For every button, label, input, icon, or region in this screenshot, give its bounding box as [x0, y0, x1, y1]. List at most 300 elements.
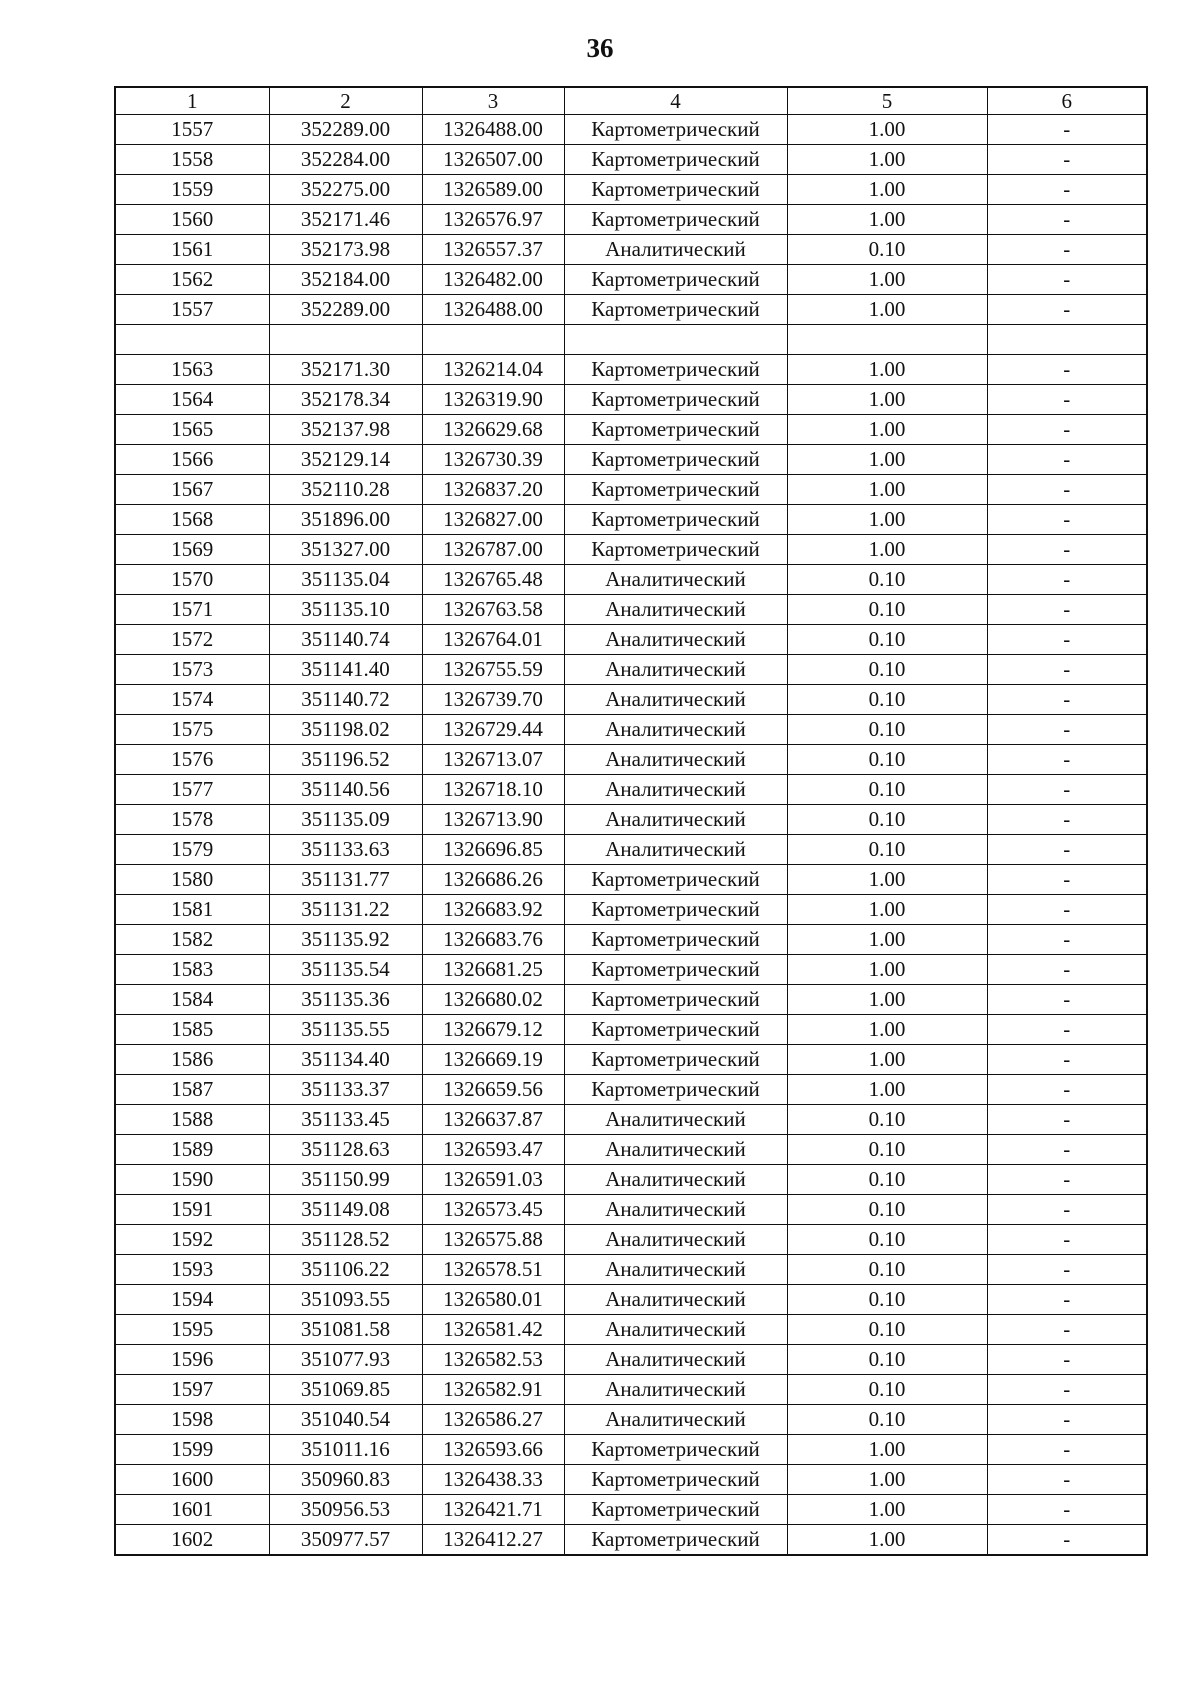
method-cell: Аналитический	[564, 835, 787, 865]
table-row	[115, 385, 1147, 415]
y-coordinate-cell: 1326787.00	[422, 535, 564, 565]
method-cell: Картометрический	[564, 175, 787, 205]
description-cell: -	[987, 1285, 1147, 1315]
description-cell: -	[987, 895, 1147, 925]
table-row	[115, 775, 1147, 805]
accuracy-cell: 0.10	[787, 1105, 987, 1135]
description-cell: -	[987, 445, 1147, 475]
x-coordinate-cell: 351131.22	[269, 895, 422, 925]
description-cell: -	[987, 295, 1147, 325]
point-number-cell: 1560	[115, 205, 269, 235]
accuracy-cell: 1.00	[787, 535, 987, 565]
method-cell: Аналитический	[564, 685, 787, 715]
accuracy-cell: 1.00	[787, 1435, 987, 1465]
x-coordinate-cell: 351128.52	[269, 1225, 422, 1255]
accuracy-cell: 1.00	[787, 385, 987, 415]
description-cell: -	[987, 745, 1147, 775]
method-cell: Картометрический	[564, 985, 787, 1015]
point-number-cell: 1584	[115, 985, 269, 1015]
y-coordinate-cell: 1326680.02	[422, 985, 564, 1015]
method-cell: Картометрический	[564, 1495, 787, 1525]
y-coordinate-cell: 1326681.25	[422, 955, 564, 985]
table-header	[115, 87, 1147, 115]
y-coordinate-cell: 1326629.68	[422, 415, 564, 445]
accuracy-cell	[787, 325, 987, 355]
table-row	[115, 925, 1147, 955]
accuracy-cell: 0.10	[787, 1285, 987, 1315]
method-cell: Аналитический	[564, 1255, 787, 1285]
point-number-cell: 1579	[115, 835, 269, 865]
x-coordinate-cell: 352137.98	[269, 415, 422, 445]
table-row	[115, 865, 1147, 895]
description-cell: -	[987, 535, 1147, 565]
accuracy-cell: 0.10	[787, 685, 987, 715]
coordinates-table	[114, 86, 1148, 1556]
table-row	[115, 565, 1147, 595]
description-cell: -	[987, 1435, 1147, 1465]
description-cell: -	[987, 1465, 1147, 1495]
table-row	[115, 595, 1147, 625]
point-number-cell: 1568	[115, 505, 269, 535]
point-number-cell: 1597	[115, 1375, 269, 1405]
header-cell-method: 4	[564, 87, 787, 115]
table-row	[115, 175, 1147, 205]
method-cell: Картометрический	[564, 295, 787, 325]
table-row	[115, 1435, 1147, 1465]
point-number-cell: 1575	[115, 715, 269, 745]
table-row	[115, 505, 1147, 535]
method-cell: Аналитический	[564, 655, 787, 685]
point-number-cell: 1592	[115, 1225, 269, 1255]
point-number-cell: 1596	[115, 1345, 269, 1375]
table-row	[115, 475, 1147, 505]
accuracy-cell: 1.00	[787, 1465, 987, 1495]
x-coordinate-cell: 351196.52	[269, 745, 422, 775]
point-number-cell: 1589	[115, 1135, 269, 1165]
description-cell: -	[987, 595, 1147, 625]
point-number-cell: 1586	[115, 1045, 269, 1075]
description-cell: -	[987, 1375, 1147, 1405]
x-coordinate-cell: 351134.40	[269, 1045, 422, 1075]
method-cell: Аналитический	[564, 805, 787, 835]
y-coordinate-cell	[422, 325, 564, 355]
point-number-cell: 1578	[115, 805, 269, 835]
accuracy-cell: 0.10	[787, 565, 987, 595]
x-coordinate-cell: 351040.54	[269, 1405, 422, 1435]
description-cell: -	[987, 235, 1147, 265]
y-coordinate-cell: 1326729.44	[422, 715, 564, 745]
method-cell: Картометрический	[564, 1015, 787, 1045]
table-row	[115, 325, 1147, 355]
point-number-cell: 1588	[115, 1105, 269, 1135]
accuracy-cell: 1.00	[787, 865, 987, 895]
description-cell: -	[987, 625, 1147, 655]
x-coordinate-cell: 351140.56	[269, 775, 422, 805]
y-coordinate-cell: 1326764.01	[422, 625, 564, 655]
method-cell: Аналитический	[564, 1105, 787, 1135]
description-cell: -	[987, 1405, 1147, 1435]
y-coordinate-cell: 1326582.53	[422, 1345, 564, 1375]
header-cell-x: 2	[269, 87, 422, 115]
x-coordinate-cell: 351133.37	[269, 1075, 422, 1105]
y-coordinate-cell: 1326214.04	[422, 355, 564, 385]
point-number-cell: 1563	[115, 355, 269, 385]
method-cell: Картометрический	[564, 415, 787, 445]
y-coordinate-cell: 1326713.90	[422, 805, 564, 835]
x-coordinate-cell: 351135.92	[269, 925, 422, 955]
method-cell: Аналитический	[564, 1285, 787, 1315]
method-cell: Аналитический	[564, 625, 787, 655]
description-cell: -	[987, 1525, 1147, 1556]
description-cell: -	[987, 1225, 1147, 1255]
table-body	[115, 115, 1147, 1556]
method-cell: Картометрический	[564, 475, 787, 505]
description-cell: -	[987, 775, 1147, 805]
x-coordinate-cell: 351081.58	[269, 1315, 422, 1345]
accuracy-cell: 0.10	[787, 1405, 987, 1435]
description-cell: -	[987, 805, 1147, 835]
point-number-cell: 1574	[115, 685, 269, 715]
accuracy-cell: 1.00	[787, 1075, 987, 1105]
accuracy-cell: 1.00	[787, 1525, 987, 1556]
x-coordinate-cell: 351093.55	[269, 1285, 422, 1315]
accuracy-cell: 1.00	[787, 445, 987, 475]
description-cell: -	[987, 1015, 1147, 1045]
description-cell: -	[987, 685, 1147, 715]
y-coordinate-cell: 1326488.00	[422, 115, 564, 145]
y-coordinate-cell: 1326763.58	[422, 595, 564, 625]
table-row	[115, 1255, 1147, 1285]
y-coordinate-cell: 1326718.10	[422, 775, 564, 805]
table-row	[115, 1495, 1147, 1525]
y-coordinate-cell: 1326591.03	[422, 1165, 564, 1195]
x-coordinate-cell: 351150.99	[269, 1165, 422, 1195]
point-number-cell: 1580	[115, 865, 269, 895]
point-number-cell: 1581	[115, 895, 269, 925]
description-cell: -	[987, 1195, 1147, 1225]
x-coordinate-cell: 352275.00	[269, 175, 422, 205]
header-cell-description: 6	[987, 87, 1147, 115]
point-number-cell: 1590	[115, 1165, 269, 1195]
method-cell: Картометрический	[564, 895, 787, 925]
y-coordinate-cell: 1326488.00	[422, 295, 564, 325]
description-cell: -	[987, 115, 1147, 145]
method-cell: Аналитический	[564, 1195, 787, 1225]
accuracy-cell: 1.00	[787, 115, 987, 145]
point-number-cell: 1557	[115, 295, 269, 325]
table-row	[115, 895, 1147, 925]
point-number-cell: 1585	[115, 1015, 269, 1045]
table-row	[115, 1345, 1147, 1375]
point-number-cell: 1594	[115, 1285, 269, 1315]
table-row	[115, 535, 1147, 565]
table-row	[115, 1225, 1147, 1255]
x-coordinate-cell: 350956.53	[269, 1495, 422, 1525]
table-row	[115, 1375, 1147, 1405]
accuracy-cell: 1.00	[787, 1495, 987, 1525]
table-row	[115, 415, 1147, 445]
point-number-cell: 1572	[115, 625, 269, 655]
table-row	[115, 1525, 1147, 1556]
header-cell-accuracy: 5	[787, 87, 987, 115]
x-coordinate-cell: 351896.00	[269, 505, 422, 535]
accuracy-cell: 0.10	[787, 625, 987, 655]
point-number-cell: 1602	[115, 1525, 269, 1556]
table-row	[115, 685, 1147, 715]
y-coordinate-cell: 1326319.90	[422, 385, 564, 415]
x-coordinate-cell	[269, 325, 422, 355]
table-row	[115, 1015, 1147, 1045]
accuracy-cell: 1.00	[787, 1015, 987, 1045]
method-cell: Картометрический	[564, 445, 787, 475]
point-number-cell: 1561	[115, 235, 269, 265]
method-cell: Аналитический	[564, 1135, 787, 1165]
accuracy-cell: 1.00	[787, 295, 987, 325]
y-coordinate-cell: 1326438.33	[422, 1465, 564, 1495]
y-coordinate-cell: 1326755.59	[422, 655, 564, 685]
point-number-cell: 1595	[115, 1315, 269, 1345]
point-number-cell: 1567	[115, 475, 269, 505]
x-coordinate-cell: 352171.30	[269, 355, 422, 385]
description-cell: -	[987, 175, 1147, 205]
accuracy-cell: 0.10	[787, 595, 987, 625]
table-row	[115, 655, 1147, 685]
table-row	[115, 715, 1147, 745]
method-cell: Картометрический	[564, 955, 787, 985]
accuracy-cell: 0.10	[787, 235, 987, 265]
method-cell: Картометрический	[564, 865, 787, 895]
accuracy-cell: 1.00	[787, 175, 987, 205]
accuracy-cell: 1.00	[787, 205, 987, 235]
table-row	[115, 1465, 1147, 1495]
table-row	[115, 1105, 1147, 1135]
description-cell: -	[987, 505, 1147, 535]
x-coordinate-cell: 351011.16	[269, 1435, 422, 1465]
description-cell: -	[987, 265, 1147, 295]
x-coordinate-cell: 351149.08	[269, 1195, 422, 1225]
method-cell: Картометрический	[564, 1435, 787, 1465]
point-number-cell: 1577	[115, 775, 269, 805]
x-coordinate-cell: 352173.98	[269, 235, 422, 265]
table-row	[115, 265, 1147, 295]
description-cell: -	[987, 985, 1147, 1015]
method-cell: Аналитический	[564, 1165, 787, 1195]
point-number-cell: 1599	[115, 1435, 269, 1465]
y-coordinate-cell: 1326582.91	[422, 1375, 564, 1405]
y-coordinate-cell: 1326713.07	[422, 745, 564, 775]
description-cell: -	[987, 355, 1147, 385]
description-cell: -	[987, 385, 1147, 415]
description-cell: -	[987, 1255, 1147, 1285]
x-coordinate-cell: 351135.04	[269, 565, 422, 595]
x-coordinate-cell: 352110.28	[269, 475, 422, 505]
y-coordinate-cell: 1326679.12	[422, 1015, 564, 1045]
description-cell: -	[987, 925, 1147, 955]
table-row	[115, 1315, 1147, 1345]
method-cell: Картометрический	[564, 265, 787, 295]
x-coordinate-cell: 350977.57	[269, 1525, 422, 1556]
method-cell: Аналитический	[564, 715, 787, 745]
accuracy-cell: 1.00	[787, 955, 987, 985]
point-number-cell: 1559	[115, 175, 269, 205]
x-coordinate-cell: 351133.45	[269, 1105, 422, 1135]
table-row	[115, 355, 1147, 385]
accuracy-cell: 1.00	[787, 1045, 987, 1075]
table-row	[115, 1405, 1147, 1435]
y-coordinate-cell: 1326507.00	[422, 145, 564, 175]
x-coordinate-cell: 351198.02	[269, 715, 422, 745]
point-number-cell: 1565	[115, 415, 269, 445]
method-cell: Картометрический	[564, 1465, 787, 1495]
y-coordinate-cell: 1326827.00	[422, 505, 564, 535]
accuracy-cell: 0.10	[787, 1225, 987, 1255]
point-number-cell: 1564	[115, 385, 269, 415]
method-cell: Аналитический	[564, 235, 787, 265]
point-number-cell: 1601	[115, 1495, 269, 1525]
point-number-cell: 1582	[115, 925, 269, 955]
method-cell: Аналитический	[564, 745, 787, 775]
point-number-cell: 1600	[115, 1465, 269, 1495]
y-coordinate-cell: 1326576.97	[422, 205, 564, 235]
description-cell: -	[987, 1075, 1147, 1105]
point-number-cell: 1573	[115, 655, 269, 685]
y-coordinate-cell: 1326580.01	[422, 1285, 564, 1315]
description-cell: -	[987, 475, 1147, 505]
description-cell: -	[987, 865, 1147, 895]
x-coordinate-cell: 351327.00	[269, 535, 422, 565]
description-cell: -	[987, 1045, 1147, 1075]
table-row	[115, 835, 1147, 865]
point-number-cell: 1566	[115, 445, 269, 475]
description-cell: -	[987, 1135, 1147, 1165]
y-coordinate-cell: 1326573.45	[422, 1195, 564, 1225]
y-coordinate-cell: 1326589.00	[422, 175, 564, 205]
x-coordinate-cell: 350960.83	[269, 1465, 422, 1495]
x-coordinate-cell: 351135.36	[269, 985, 422, 1015]
point-number-cell	[115, 325, 269, 355]
table-row	[115, 1075, 1147, 1105]
method-cell	[564, 325, 787, 355]
x-coordinate-cell: 351140.72	[269, 685, 422, 715]
method-cell: Картометрический	[564, 1045, 787, 1075]
table-row	[115, 1135, 1147, 1165]
accuracy-cell: 0.10	[787, 1135, 987, 1165]
method-cell: Аналитический	[564, 565, 787, 595]
x-coordinate-cell: 351135.10	[269, 595, 422, 625]
point-number-cell: 1571	[115, 595, 269, 625]
x-coordinate-cell: 351140.74	[269, 625, 422, 655]
table-row	[115, 985, 1147, 1015]
description-cell: -	[987, 1345, 1147, 1375]
y-coordinate-cell: 1326659.56	[422, 1075, 564, 1105]
y-coordinate-cell: 1326730.39	[422, 445, 564, 475]
description-cell: -	[987, 835, 1147, 865]
x-coordinate-cell: 352284.00	[269, 145, 422, 175]
x-coordinate-cell: 351133.63	[269, 835, 422, 865]
table-row	[115, 745, 1147, 775]
method-cell: Аналитический	[564, 1405, 787, 1435]
accuracy-cell: 0.10	[787, 745, 987, 775]
y-coordinate-cell: 1326421.71	[422, 1495, 564, 1525]
accuracy-cell: 0.10	[787, 715, 987, 745]
accuracy-cell: 1.00	[787, 475, 987, 505]
x-coordinate-cell: 352171.46	[269, 205, 422, 235]
accuracy-cell: 0.10	[787, 1165, 987, 1195]
page-number: 36	[586, 33, 614, 63]
method-cell: Картометрический	[564, 535, 787, 565]
table-row	[115, 235, 1147, 265]
point-number-cell: 1576	[115, 745, 269, 775]
description-cell: -	[987, 655, 1147, 685]
y-coordinate-cell: 1326739.70	[422, 685, 564, 715]
point-number-cell: 1558	[115, 145, 269, 175]
description-cell: -	[987, 715, 1147, 745]
y-coordinate-cell: 1326669.19	[422, 1045, 564, 1075]
header-cell-point-number: 1	[115, 87, 269, 115]
method-cell: Аналитический	[564, 1225, 787, 1255]
description-cell: -	[987, 1315, 1147, 1345]
method-cell: Аналитический	[564, 775, 787, 805]
point-number-cell: 1591	[115, 1195, 269, 1225]
y-coordinate-cell: 1326586.27	[422, 1405, 564, 1435]
point-number-cell: 1593	[115, 1255, 269, 1285]
method-cell: Картометрический	[564, 1525, 787, 1556]
x-coordinate-cell: 352289.00	[269, 295, 422, 325]
table-row	[115, 295, 1147, 325]
y-coordinate-cell: 1326686.26	[422, 865, 564, 895]
accuracy-cell: 0.10	[787, 655, 987, 685]
x-coordinate-cell: 351069.85	[269, 1375, 422, 1405]
y-coordinate-cell: 1326557.37	[422, 235, 564, 265]
x-coordinate-cell: 352184.00	[269, 265, 422, 295]
point-number-cell: 1562	[115, 265, 269, 295]
table-row	[115, 1045, 1147, 1075]
y-coordinate-cell: 1326593.66	[422, 1435, 564, 1465]
method-cell: Картометрический	[564, 145, 787, 175]
y-coordinate-cell: 1326683.92	[422, 895, 564, 925]
table-row	[115, 1195, 1147, 1225]
method-cell: Картометрический	[564, 115, 787, 145]
y-coordinate-cell: 1326837.20	[422, 475, 564, 505]
x-coordinate-cell: 352178.34	[269, 385, 422, 415]
x-coordinate-cell: 352289.00	[269, 115, 422, 145]
header-row	[115, 87, 1147, 115]
y-coordinate-cell: 1326575.88	[422, 1225, 564, 1255]
x-coordinate-cell: 351128.63	[269, 1135, 422, 1165]
accuracy-cell: 1.00	[787, 895, 987, 925]
accuracy-cell: 0.10	[787, 1345, 987, 1375]
accuracy-cell: 0.10	[787, 805, 987, 835]
y-coordinate-cell: 1326412.27	[422, 1525, 564, 1556]
x-coordinate-cell: 351135.54	[269, 955, 422, 985]
point-number-cell: 1557	[115, 115, 269, 145]
method-cell: Картометрический	[564, 925, 787, 955]
x-coordinate-cell: 351135.09	[269, 805, 422, 835]
method-cell: Аналитический	[564, 1345, 787, 1375]
accuracy-cell: 1.00	[787, 415, 987, 445]
description-cell	[987, 325, 1147, 355]
header-cell-y: 3	[422, 87, 564, 115]
description-cell: -	[987, 1165, 1147, 1195]
table-row	[115, 115, 1147, 145]
y-coordinate-cell: 1326683.76	[422, 925, 564, 955]
table-row	[115, 1285, 1147, 1315]
accuracy-cell: 0.10	[787, 775, 987, 805]
accuracy-cell: 1.00	[787, 355, 987, 385]
method-cell: Картометрический	[564, 1075, 787, 1105]
method-cell: Аналитический	[564, 1315, 787, 1345]
y-coordinate-cell: 1326578.51	[422, 1255, 564, 1285]
